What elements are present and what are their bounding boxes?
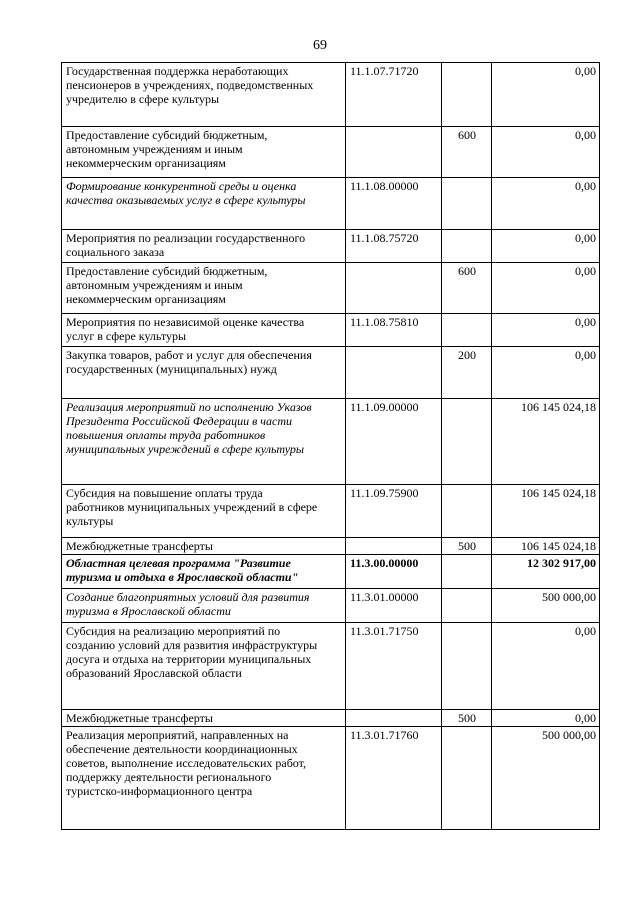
row-sum-cell: 0,00 bbox=[492, 178, 600, 230]
row-type-cell bbox=[442, 178, 492, 230]
row-type-cell bbox=[442, 230, 492, 263]
row-code-cell: 11.1.07.71720 bbox=[346, 63, 442, 127]
row-name-cell: Субсидия на реализацию мероприятий по созданию условий для развития инфраструктуры досуга и отдыха на территории муниципальных образований Ярославской области bbox=[62, 623, 346, 710]
row-sum-cell: 12 302 917,00 bbox=[492, 555, 600, 589]
row-code-cell: 11.3.01.00000 bbox=[346, 589, 442, 623]
row-code-cell bbox=[346, 710, 442, 727]
row-code-cell bbox=[346, 127, 442, 178]
row-type-cell bbox=[442, 589, 492, 623]
table-row bbox=[62, 230, 600, 263]
row-type-cell: 600 bbox=[442, 263, 492, 314]
row-sum-cell: 106 145 024,18 bbox=[492, 538, 600, 555]
table-row bbox=[62, 727, 600, 830]
row-code-cell bbox=[346, 263, 442, 314]
row-sum-cell: 106 145 024,18 bbox=[492, 485, 600, 538]
row-name-cell: Формирование конкурентной среды и оценка качества оказываемых услуг в сфере культуры bbox=[62, 178, 346, 230]
row-sum-cell: 0,00 bbox=[492, 710, 600, 727]
table-row bbox=[62, 63, 600, 127]
row-type-cell: 200 bbox=[442, 347, 492, 399]
row-name-cell: Закупка товаров, работ и услуг для обеспечения государственных (муниципальных) нужд bbox=[62, 347, 346, 399]
row-name-cell: Предоставление субсидий бюджетным, автономным учреждениям и иным некоммерческим организациям bbox=[62, 127, 346, 178]
row-sum-cell: 0,00 bbox=[492, 127, 600, 178]
row-name-cell: Мероприятия по реализации государственного социального заказа bbox=[62, 230, 346, 263]
table-row bbox=[62, 127, 600, 178]
row-type-cell bbox=[442, 63, 492, 127]
row-name-cell: Субсидия на повышение оплаты труда работников муниципальных учреждений в сфере культуры bbox=[62, 485, 346, 538]
row-sum-cell: 0,00 bbox=[492, 623, 600, 710]
row-sum-cell: 0,00 bbox=[492, 347, 600, 399]
row-sum-cell: 0,00 bbox=[492, 63, 600, 127]
row-name-cell: Государственная поддержка неработающих пенсионеров в учреждениях, подведомственных учредителю в сфере культуры bbox=[62, 63, 346, 127]
table-row bbox=[62, 589, 600, 623]
row-name-cell: Предоставление субсидий бюджетным, автономным учреждениям и иным некоммерческим организациям bbox=[62, 263, 346, 314]
row-name-cell: Областная целевая программа "Развитие туризма и отдыха в Ярославской области" bbox=[62, 555, 346, 589]
row-code-cell: 11.1.08.75810 bbox=[346, 314, 442, 347]
row-code-cell: 11.3.00.00000 bbox=[346, 555, 442, 589]
table-row bbox=[62, 263, 600, 314]
row-sum-cell: 0,00 bbox=[492, 230, 600, 263]
table-row bbox=[62, 399, 600, 485]
row-type-cell bbox=[442, 399, 492, 485]
table-row bbox=[62, 555, 600, 589]
row-code-cell: 11.1.08.75720 bbox=[346, 230, 442, 263]
row-sum-cell: 500 000,00 bbox=[492, 589, 600, 623]
row-code-cell bbox=[346, 538, 442, 555]
row-type-cell: 500 bbox=[442, 538, 492, 555]
row-type-cell bbox=[442, 485, 492, 538]
row-name-cell: Мероприятия по независимой оценке качества услуг в сфере культуры bbox=[62, 314, 346, 347]
row-name-cell: Реализация мероприятий по исполнению Указов Президента Российской Федерации в части повышения оплаты труда работников муниципальных учреждений в сфере культуры bbox=[62, 399, 346, 485]
row-type-cell: 500 bbox=[442, 710, 492, 727]
row-code-cell: 11.1.09.00000 bbox=[346, 399, 442, 485]
row-type-cell: 600 bbox=[442, 127, 492, 178]
table-row bbox=[62, 538, 600, 555]
row-name-cell: Создание благоприятных условий для развития туризма в Ярославской области bbox=[62, 589, 346, 623]
row-type-cell bbox=[442, 623, 492, 710]
row-sum-cell: 500 000,00 bbox=[492, 727, 600, 830]
table-row bbox=[62, 314, 600, 347]
row-name-cell: Межбюджетные трансферты bbox=[62, 710, 346, 727]
row-type-cell bbox=[442, 727, 492, 830]
table-row bbox=[62, 485, 600, 538]
table-row bbox=[62, 347, 600, 399]
row-type-cell bbox=[442, 314, 492, 347]
row-sum-cell: 106 145 024,18 bbox=[492, 399, 600, 485]
page-number: 69 bbox=[313, 38, 327, 53]
table-row bbox=[62, 178, 600, 230]
budget-table bbox=[61, 62, 600, 830]
row-code-cell: 11.1.08.00000 bbox=[346, 178, 442, 230]
row-type-cell bbox=[442, 555, 492, 589]
table-row bbox=[62, 710, 600, 727]
row-sum-cell: 0,00 bbox=[492, 314, 600, 347]
row-name-cell: Реализация мероприятий, направленных на обеспечение деятельности координационных советов, выполнение исследовательских работ, поддержку деятельности регионального туристско-информационного центра bbox=[62, 727, 346, 830]
row-code-cell: 11.1.09.75900 bbox=[346, 485, 442, 538]
row-sum-cell: 0,00 bbox=[492, 263, 600, 314]
table-row bbox=[62, 623, 600, 710]
row-name-cell: Межбюджетные трансферты bbox=[62, 538, 346, 555]
row-code-cell bbox=[346, 347, 442, 399]
row-code-cell: 11.3.01.71750 bbox=[346, 623, 442, 710]
row-code-cell: 11.3.01.71760 bbox=[346, 727, 442, 830]
